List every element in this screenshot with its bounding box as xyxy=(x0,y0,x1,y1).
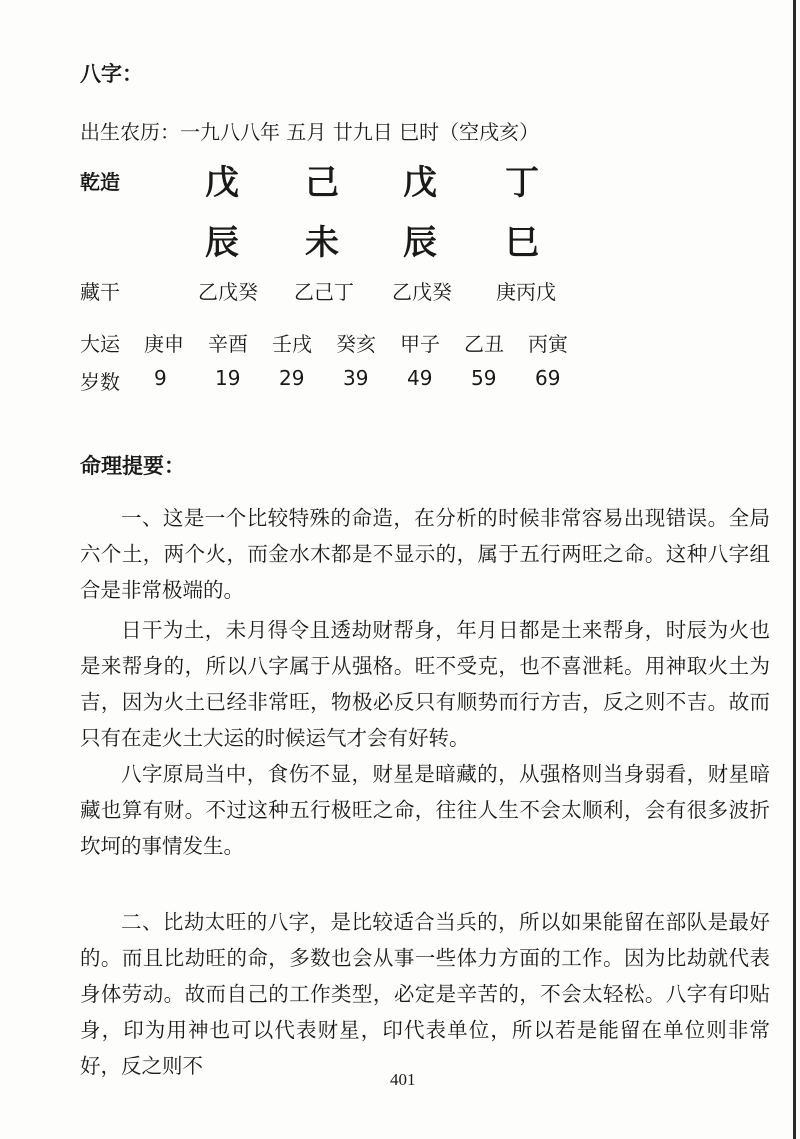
luck-age: 19 xyxy=(215,366,241,390)
luck-age: 59 xyxy=(471,366,497,390)
hidden-stems-label: 藏干 xyxy=(80,280,120,304)
hidden-stems-year: 乙戊癸 xyxy=(198,280,258,304)
hour-stem: 丁 xyxy=(505,163,539,203)
luck-pillar: 辛酉 xyxy=(208,332,248,356)
summary-title: 命理提要： xyxy=(80,454,185,478)
day-stem: 戊 xyxy=(403,163,437,203)
page-edge-rule xyxy=(793,0,796,1139)
luck-pillar: 甲子 xyxy=(400,332,440,356)
age-label: 岁数 xyxy=(80,370,120,394)
luck-pillar: 壬戌 xyxy=(272,332,312,356)
year-stem: 戊 xyxy=(205,163,239,203)
luck-age: 29 xyxy=(279,366,305,390)
page-number: 401 xyxy=(390,1070,416,1089)
paragraph-1: 一、这是一个比较特殊的命造，在分析的时候非常容易出现错误。全局六个土，两个火，而金水木都是不显示的，属于五行两旺之命。这种八字组合是非常极端的。 xyxy=(80,506,770,602)
luck-age: 39 xyxy=(343,366,369,390)
luck-pillar: 庚申 xyxy=(144,332,184,356)
chart-label: 乾造 xyxy=(80,170,120,194)
luck-label: 大运 xyxy=(80,332,120,356)
month-branch: 未 xyxy=(305,223,339,263)
day-branch: 辰 xyxy=(403,223,437,263)
luck-age: 9 xyxy=(154,366,167,390)
birth-line: 出生农历：一九八八年 五月 廿九日 巳时（空戌亥） xyxy=(80,120,540,144)
paragraph-3: 八字原局当中，食伤不显，财星是暗藏的，从强格则当身弱看，财星暗藏也算有财。不过这种五行极旺之命，往往人生不会太顺利，会有很多波折坎坷的事情发生。 xyxy=(80,762,770,858)
month-stem: 己 xyxy=(305,163,339,203)
luck-pillar: 乙丑 xyxy=(464,332,504,356)
year-branch: 辰 xyxy=(205,223,239,263)
section-title: 八字： xyxy=(80,62,143,86)
luck-pillar: 癸亥 xyxy=(336,332,376,356)
hidden-stems-hour: 庚丙戊 xyxy=(496,280,556,304)
luck-age: 69 xyxy=(535,366,561,390)
hour-branch: 巳 xyxy=(505,223,539,263)
luck-age: 49 xyxy=(407,366,433,390)
paragraph-4: 二、比劫太旺的八字，是比较适合当兵的，所以如果能留在部队是最好的。而且比劫旺的命，多数也会从事一些体力方面的工作。因为比劫就代表身体劳动。故而自己的工作类型，必定是辛苦的，不会太轻松。八字有印贴身，印为用神也可以代表财星，印代表单位，所以若是能留在单位则非常好，反之则不 xyxy=(80,910,770,1078)
luck-pillar: 丙寅 xyxy=(528,332,568,356)
hidden-stems-month: 乙己丁 xyxy=(294,280,354,304)
hidden-stems-day: 乙戊癸 xyxy=(392,280,452,304)
paragraph-2: 日干为土，未月得令且透劫财帮身，年月日都是土来帮身，时辰为火也是来帮身的，所以八字属于从强格。旺不受克，也不喜泄耗。用神取火土为吉，因为火土已经非常旺，物极必反只有顺势而行方吉，反之则不吉。故而只有在走火土大运的时候运气才会有好转。 xyxy=(80,618,770,750)
